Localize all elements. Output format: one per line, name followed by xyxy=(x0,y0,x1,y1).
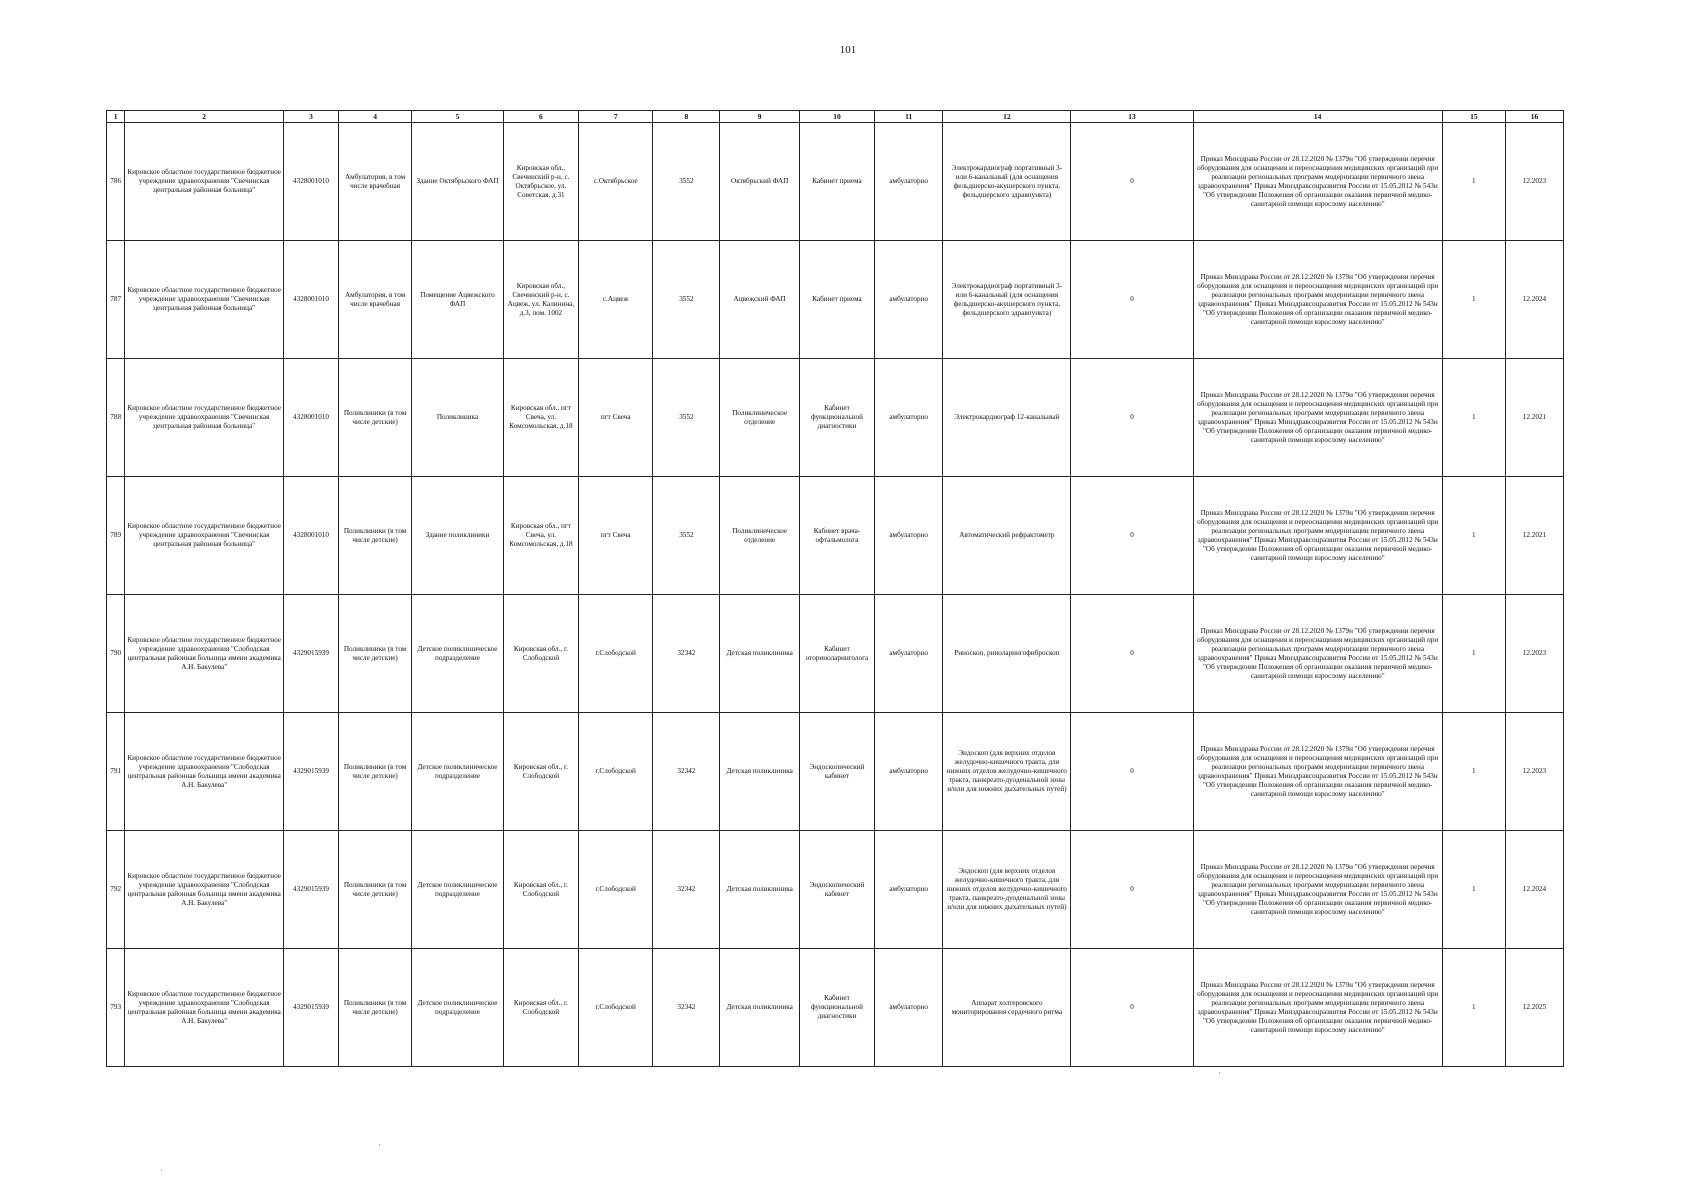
column-header: 7 xyxy=(579,111,653,123)
building-cell: Здание Октябрьского ФАП xyxy=(412,123,504,241)
address-cell: Кировская обл., г. Слободской xyxy=(503,713,578,831)
code-cell: 4328001010 xyxy=(284,359,339,477)
column-header: 5 xyxy=(412,111,504,123)
number-cell: 3552 xyxy=(653,477,720,595)
column-header: 11 xyxy=(875,111,943,123)
code-cell: 4328001010 xyxy=(284,477,339,595)
number-cell: 32342 xyxy=(653,831,720,949)
equipment-cell: Риноскоп, риноларингофиброскоп xyxy=(943,595,1071,713)
equipment-cell: Эндоскоп (для верхних отделов желудочно-кишечного тракта, для нижних отделов желудочно-кишечного тракта, панкреато-дуоденальной зоны и/или для нижних дыхательных путей) xyxy=(943,713,1071,831)
facility-type-cell: Поликлиники (в том числе детские) xyxy=(338,359,411,477)
unit-cell: Детская поликлиника xyxy=(720,713,799,831)
column-header: 6 xyxy=(503,111,578,123)
column-13-cell: 0 xyxy=(1071,123,1193,241)
column-header: 16 xyxy=(1505,111,1563,123)
number-cell: 32342 xyxy=(653,713,720,831)
number-cell: 3552 xyxy=(653,359,720,477)
column-number-header-row xyxy=(107,111,1564,123)
column-13-cell: 0 xyxy=(1071,477,1193,595)
number-cell: 32342 xyxy=(653,949,720,1067)
number-cell: 32342 xyxy=(653,595,720,713)
organization-cell: Кировское областное государственное бюджетное учреждение здравоохранения "Свечинская центральная районная больница" xyxy=(125,359,284,477)
care-type-cell: амбулаторно xyxy=(875,359,943,477)
date-cell: 12.2024 xyxy=(1505,831,1563,949)
row-number: 793 xyxy=(107,949,125,1067)
code-cell: 4328001010 xyxy=(284,123,339,241)
address-cell: Кировская обл., г. Слободской xyxy=(503,595,578,713)
scan-speck: · xyxy=(378,1140,381,1150)
number-cell: 3552 xyxy=(653,241,720,359)
settlement-cell: г.Слободской xyxy=(579,595,653,713)
column-header: 3 xyxy=(284,111,339,123)
column-13-cell: 0 xyxy=(1071,241,1193,359)
room-cell: Кабинет врача-офтальмолога xyxy=(799,477,874,595)
basis-cell: Приказ Минздрава России от 28.12.2020 № 1379н "Об утверждении перечня оборудования для оснащения и переоснащения медицинских организаций при реализации региональных программ модернизации первичного звена здравоохранения" Приказ Минздравсоцразвития России от 15.05.2012 № 543н "Об утверждении Положения об организации оказания первичной медико-санитарной помощи взрослому населению" xyxy=(1193,831,1442,949)
settlement-cell: г.Слободской xyxy=(579,713,653,831)
care-type-cell: амбулаторно xyxy=(875,831,943,949)
unit-cell: Ацвежский ФАП xyxy=(720,241,799,359)
column-13-cell: 0 xyxy=(1071,595,1193,713)
table-row xyxy=(107,123,1564,241)
organization-cell: Кировское областное государственное бюджетное учреждение здравоохранения "Слободская центральная районная больница имени академика А.Н. Бакулева" xyxy=(125,949,284,1067)
building-cell: Поликлиника xyxy=(412,359,504,477)
basis-cell: Приказ Минздрава России от 28.12.2020 № 1379н "Об утверждении перечня оборудования для оснащения и переоснащения медицинских организаций при реализации региональных программ модернизации первичного звена здравоохранения" Приказ Минздравсоцразвития России от 15.05.2012 № 543н "Об утверждении Положения об организации оказания первичной медико-санитарной помощи взрослому населению" xyxy=(1193,123,1442,241)
organization-cell: Кировское областное государственное бюджетное учреждение здравоохранения "Слободская центральная районная больница имени академика А.Н. Бакулева" xyxy=(125,831,284,949)
equipment-cell: Электрокардиограф портативный 3- или 6-канальный (для оснащения фельдшерско-акушерского пункта, фельдшерского здравпункта) xyxy=(943,241,1071,359)
facility-type-cell: Поликлиники (в том числе детские) xyxy=(338,477,411,595)
column-13-cell: 0 xyxy=(1071,949,1193,1067)
row-number: 788 xyxy=(107,359,125,477)
column-header: 1 xyxy=(107,111,125,123)
settlement-cell: пгт Свеча xyxy=(579,359,653,477)
address-cell: Кировская обл., г. Слободской xyxy=(503,949,578,1067)
organization-cell: Кировское областное государственное бюджетное учреждение здравоохранения "Слободская центральная районная больница имени академика А.Н. Бакулева" xyxy=(125,595,284,713)
table-row xyxy=(107,477,1564,595)
building-cell: Здание поликлиники xyxy=(412,477,504,595)
unit-cell: Поликлиническое отделение xyxy=(720,477,799,595)
organization-cell: Кировское областное государственное бюджетное учреждение здравоохранения "Свечинская центральная районная больница" xyxy=(125,241,284,359)
room-cell: Эндоскопический кабинет xyxy=(799,713,874,831)
date-cell: 12.2023 xyxy=(1505,713,1563,831)
care-type-cell: амбулаторно xyxy=(875,595,943,713)
equipment-cell: Электрокардиограф портативный 3- или 6-канальный (для оснащения фельдшерско-акушерского пункта, фельдшерского здравпункта) xyxy=(943,123,1071,241)
scan-speck: · xyxy=(160,1165,163,1175)
table-row xyxy=(107,831,1564,949)
room-cell: Кабинет оториноларинголога xyxy=(799,595,874,713)
quantity-cell: 1 xyxy=(1442,241,1505,359)
settlement-cell: г.Слободской xyxy=(579,831,653,949)
settlement-cell: пгт Свеча xyxy=(579,477,653,595)
settlement-cell: с.Ацвеж xyxy=(579,241,653,359)
care-type-cell: амбулаторно xyxy=(875,241,943,359)
column-header: 14 xyxy=(1193,111,1442,123)
code-cell: 4328001010 xyxy=(284,241,339,359)
quantity-cell: 1 xyxy=(1442,713,1505,831)
care-type-cell: амбулаторно xyxy=(875,123,943,241)
unit-cell: Детская поликлиника xyxy=(720,595,799,713)
room-cell: Кабинет функциональной диагностики xyxy=(799,359,874,477)
facility-type-cell: Амбулатория, в том числе врачебная xyxy=(338,123,411,241)
facility-type-cell: Поликлиники (в том числе детские) xyxy=(338,831,411,949)
row-number: 792 xyxy=(107,831,125,949)
unit-cell: Детская поликлиника xyxy=(720,949,799,1067)
care-type-cell: амбулаторно xyxy=(875,477,943,595)
page-number: 101 xyxy=(839,44,857,56)
basis-cell: Приказ Минздрава России от 28.12.2020 № 1379н "Об утверждении перечня оборудования для оснащения и переоснащения медицинских организаций при реализации региональных программ модернизации первичного звена здравоохранения" Приказ Минздравсоцразвития России от 15.05.2012 № 543н "Об утверждении Положения об организации оказания первичной медико-санитарной помощи взрослому населению" xyxy=(1193,241,1442,359)
facility-type-cell: Поликлиники (в том числе детские) xyxy=(338,595,411,713)
building-cell: Помещение Ацвежского ФАП xyxy=(412,241,504,359)
address-cell: Кировская обл., г. Слободской xyxy=(503,831,578,949)
column-header: 15 xyxy=(1442,111,1505,123)
date-cell: 12.2023 xyxy=(1505,123,1563,241)
date-cell: 12.2024 xyxy=(1505,241,1563,359)
column-header: 9 xyxy=(720,111,799,123)
facility-type-cell: Поликлиники (в том числе детские) xyxy=(338,713,411,831)
quantity-cell: 1 xyxy=(1442,359,1505,477)
date-cell: 12.2023 xyxy=(1505,595,1563,713)
settlement-cell: с.Октябрьское xyxy=(579,123,653,241)
code-cell: 4329015939 xyxy=(284,713,339,831)
number-cell: 3552 xyxy=(653,123,720,241)
column-header: 4 xyxy=(338,111,411,123)
address-cell: Кировская обл., Свечинский р-н, с. Ацвеж, ул. Калинина, д.3, пом. 1002 xyxy=(503,241,578,359)
row-number: 786 xyxy=(107,123,125,241)
column-header: 10 xyxy=(799,111,874,123)
row-number: 791 xyxy=(107,713,125,831)
building-cell: Детское поликлиническое подразделение xyxy=(412,713,504,831)
organization-cell: Кировское областное государственное бюджетное учреждение здравоохранения "Свечинская центральная районная больница" xyxy=(125,477,284,595)
row-number: 787 xyxy=(107,241,125,359)
quantity-cell: 1 xyxy=(1442,949,1505,1067)
code-cell: 4329015939 xyxy=(284,595,339,713)
column-header: 13 xyxy=(1071,111,1193,123)
basis-cell: Приказ Минздрава России от 28.12.2020 № 1379н "Об утверждении перечня оборудования для оснащения и переоснащения медицинских организаций при реализации региональных программ модернизации первичного звена здравоохранения" Приказ Минздравсоцразвития России от 15.05.2012 № 543н "Об утверждении Положения об организации оказания первичной медико-санитарной помощи взрослому населению" xyxy=(1193,949,1442,1067)
code-cell: 4329015939 xyxy=(284,949,339,1067)
equipment-cell: Эндоскоп (для верхних отделов желудочно-кишечного тракта, для нижних отделов желудочно-кишечного тракта, панкреато-дуоденальной зоны и/или для нижних дыхательных путей) xyxy=(943,831,1071,949)
table-row xyxy=(107,241,1564,359)
table-row xyxy=(107,949,1564,1067)
row-number: 790 xyxy=(107,595,125,713)
row-number: 789 xyxy=(107,477,125,595)
room-cell: Кабинет функциональной диагностики xyxy=(799,949,874,1067)
date-cell: 12.2025 xyxy=(1505,949,1563,1067)
basis-cell: Приказ Минздрава России от 28.12.2020 № 1379н "Об утверждении перечня оборудования для оснащения и переоснащения медицинских организаций при реализации региональных программ модернизации первичного звена здравоохранения" Приказ Минздравсоцразвития России от 15.05.2012 № 543н "Об утверждении Положения об организации оказания первичной медико-санитарной помощи взрослому населению" xyxy=(1193,359,1442,477)
date-cell: 12.2021 xyxy=(1505,359,1563,477)
column-header: 2 xyxy=(125,111,284,123)
column-13-cell: 0 xyxy=(1071,359,1193,477)
settlement-cell: г.Слободской xyxy=(579,949,653,1067)
basis-cell: Приказ Минздрава России от 28.12.2020 № 1379н "Об утверждении перечня оборудования для оснащения и переоснащения медицинских организаций при реализации региональных программ модернизации первичного звена здравоохранения" Приказ Минздравсоцразвития России от 15.05.2012 № 543н "Об утверждении Положения об организации оказания первичной медико-санитарной помощи взрослому населению" xyxy=(1193,477,1442,595)
equipment-cell: Электрокардиограф 12-канальный xyxy=(943,359,1071,477)
address-cell: Кировская обл., пгт Свеча, ул. Комсомольская, д.18 xyxy=(503,477,578,595)
date-cell: 12.2021 xyxy=(1505,477,1563,595)
address-cell: Кировская обл., пгт Свеча, ул. Комсомольская, д.18 xyxy=(503,359,578,477)
table-row xyxy=(107,595,1564,713)
quantity-cell: 1 xyxy=(1442,477,1505,595)
quantity-cell: 1 xyxy=(1442,595,1505,713)
organization-cell: Кировское областное государственное бюджетное учреждение здравоохранения "Свечинская центральная районная больница" xyxy=(125,123,284,241)
quantity-cell: 1 xyxy=(1442,831,1505,949)
basis-cell: Приказ Минздрава России от 28.12.2020 № 1379н "Об утверждении перечня оборудования для оснащения и переоснащения медицинских организаций при реализации региональных программ модернизации первичного звена здравоохранения" Приказ Минздравсоцразвития России от 15.05.2012 № 543н "Об утверждении Положения об организации оказания первичной медико-санитарной помощи взрослому населению" xyxy=(1193,713,1442,831)
building-cell: Детское поликлиническое подразделение xyxy=(412,595,504,713)
column-header: 8 xyxy=(653,111,720,123)
column-header: 12 xyxy=(943,111,1071,123)
building-cell: Детское поликлиническое подразделение xyxy=(412,949,504,1067)
facility-type-cell: Амбулатория, в том числе врачебная xyxy=(338,241,411,359)
equipment-registry-table xyxy=(106,110,1564,1067)
room-cell: Кабинет приема xyxy=(799,241,874,359)
address-cell: Кировская обл., Свечинский р-н, с. Октябрьское, ул. Советская, д.31 xyxy=(503,123,578,241)
unit-cell: Поликлиническое отделение xyxy=(720,359,799,477)
table-row xyxy=(107,359,1564,477)
care-type-cell: амбулаторно xyxy=(875,949,943,1067)
equipment-cell: Автоматический рефрактометр xyxy=(943,477,1071,595)
building-cell: Детское поликлиническое подразделение xyxy=(412,831,504,949)
unit-cell: Детская поликлиника xyxy=(720,831,799,949)
scan-speck: · xyxy=(1218,1068,1221,1078)
column-13-cell: 0 xyxy=(1071,831,1193,949)
basis-cell: Приказ Минздрава России от 28.12.2020 № 1379н "Об утверждении перечня оборудования для оснащения и переоснащения медицинских организаций при реализации региональных программ модернизации первичного звена здравоохранения" Приказ Минздравсоцразвития России от 15.05.2012 № 543н "Об утверждении Положения об организации оказания первичной медико-санитарной помощи взрослому населению" xyxy=(1193,595,1442,713)
care-type-cell: амбулаторно xyxy=(875,713,943,831)
unit-cell: Октябрьский ФАП xyxy=(720,123,799,241)
quantity-cell: 1 xyxy=(1442,123,1505,241)
table-row xyxy=(107,713,1564,831)
equipment-cell: Аппарат холтеровского мониторирования сердечного ритма xyxy=(943,949,1071,1067)
column-13-cell: 0 xyxy=(1071,713,1193,831)
code-cell: 4329015939 xyxy=(284,831,339,949)
facility-type-cell: Поликлиники (в том числе детские) xyxy=(338,949,411,1067)
organization-cell: Кировское областное государственное бюджетное учреждение здравоохранения "Слободская центральная районная больница имени академика А.Н. Бакулева" xyxy=(125,713,284,831)
room-cell: Кабинет приема xyxy=(799,123,874,241)
room-cell: Эндоскопический кабинет xyxy=(799,831,874,949)
